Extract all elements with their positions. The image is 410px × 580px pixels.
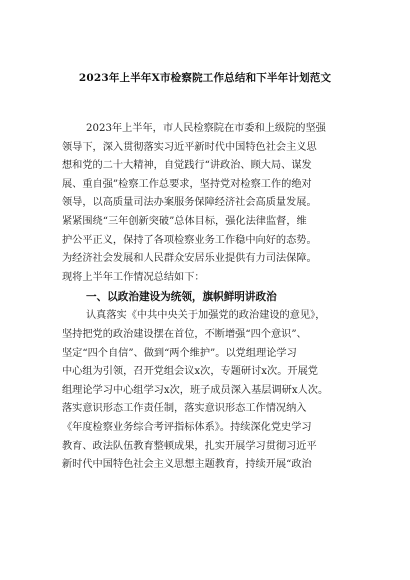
paragraph-line: 新时代中国特色社会主义思想主题教育，持续开展“政治	[62, 459, 312, 471]
paragraph-line: 中心组为引领，召开党组会议x次，专题研讨x次。开展党	[62, 366, 318, 378]
paragraph-line: 教育、政法队伍教育整顿成果，扎实开展学习贯彻习近平	[62, 440, 317, 452]
paragraph-line: 坚持把党的政治建设摆在首位，不断增强“四个意识”、	[62, 328, 307, 340]
paragraph-line: 紧紧围绕“三年创新突破”总体目标，强化法律监督，维	[62, 215, 307, 227]
document-body	[62, 120, 352, 475]
paragraph-line: 坚定“四个自信”、做到“两个维护”。以党组理论学习	[62, 347, 297, 359]
paragraph-line: 落实意识形态工作责任制，落实意识形态工作情况纳入	[62, 403, 307, 415]
paragraph-line: 认真落实《中共中央关于加强党的政治建设的意见》，	[86, 310, 326, 322]
document-title: 2023年上半年X市检察院工作总结和下半年计划范文	[78, 72, 332, 84]
paragraph-line: 展、重自强”检察工作总要求，坚持党对检察工作的绝对	[62, 178, 312, 190]
paragraph-line: 想和党的二十大精神，自觉践行“讲政治、顾大局、谋发	[62, 160, 312, 172]
paragraph-line: 组理论学习中心组学习x次，班子成员深入基层调研x人次。	[62, 384, 329, 396]
paragraph-line: 领导，以高质量司法办案服务保障经济社会高质量发展。	[62, 197, 317, 209]
paragraph-line: 现将上半年工作情况总结如下：	[62, 271, 205, 283]
section-heading: 一、以政治建设为统领，旗帜鲜明讲政治	[86, 291, 277, 304]
paragraph-line: 领导下，深入贯彻落实习近平新时代中国特色社会主义思	[62, 141, 317, 153]
paragraph-line: 护公平正义，保持了各项检察业务工作稳中向好的态势。	[62, 234, 317, 246]
paragraph-line: 2023年上半年，市人民检察院在市委和上级院的坚强	[86, 123, 326, 134]
paragraph-line: 《年度检察业务综合考评指标体系》。持续深化党史学习	[62, 421, 312, 433]
paragraph-line: 为经济社会发展和人民群众安居乐业提供有力司法保障。	[62, 253, 317, 265]
